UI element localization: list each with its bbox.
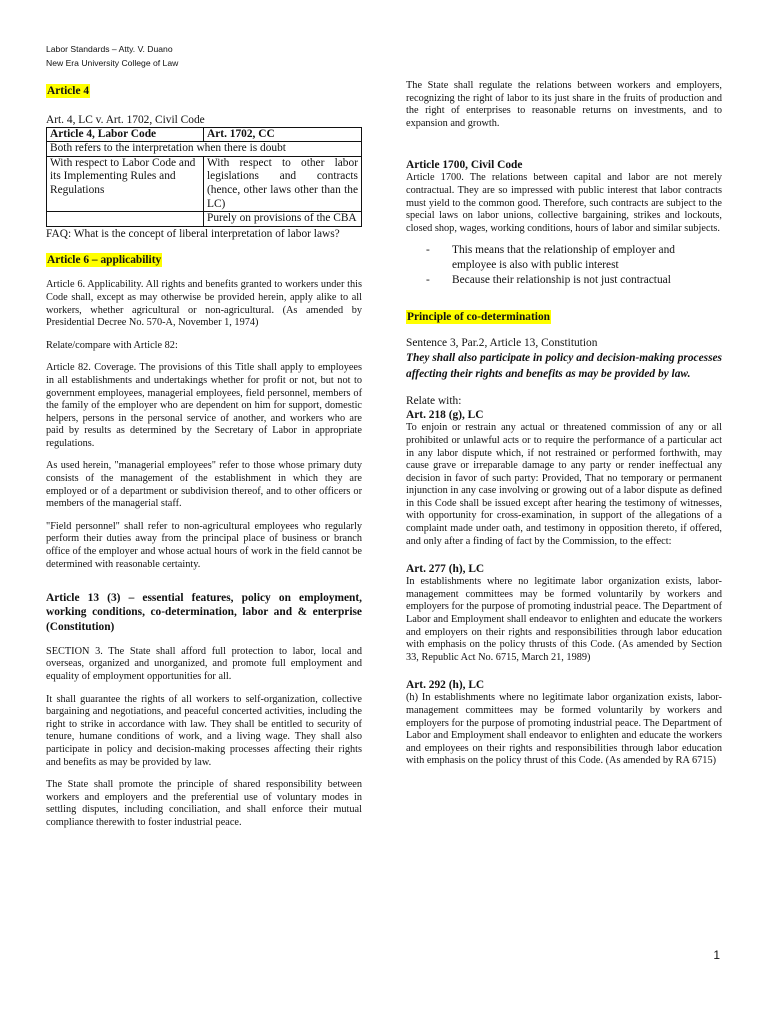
right-column	[406, 80, 722, 768]
faq-text: FAQ: What is the concept of liberal interpretation of labor laws?	[46, 227, 340, 240]
table-header-civil-code: Art. 1702, CC	[204, 127, 362, 142]
compare-line: Art. 4, LC v. Art. 1702, Civil Code	[46, 113, 205, 126]
table-cell: With respect to other labor legislations and contracts (hence, other laws other than the LC)	[204, 156, 362, 211]
article1700-heading: Article 1700, Civil Code	[406, 159, 523, 172]
guarantee-text: It shall guarantee the rights of all workers to self-organization, collective bargaining and negotiations, and peaceful concerted activities, including the right to strike in accordance with law. They shall be entitled to security of tenure, humane conditions of work, and a living wage. They shall also participate in policy and decision-making processes affecting their rights and benefits as may be provided by law.	[46, 693, 362, 768]
art277-heading: Art. 277 (h), LC	[406, 563, 485, 576]
art218-text: To enjoin or restrain any actual or threatened commission of any or all prohibited or unlawful acts or to require the performance of a particular act in any labor dispute which, if not restrained or performed forthwith, may cause grave or irreparable damage to any party or render ineffectual any decision in favor of such party: Provided, That no temporary or permanent injunction in any case involving or growing out of a labor dispute as defined in this Code shall be issued except after hearing the testimony of witnesses, with opportunity for cross-examination, in support of the allegations of a complaint made under oath, and testimony in opposition thereto, if offered, and only after a finding of fact by the Commission, to the effect:	[406, 422, 722, 547]
article6-text: Article 6. Applicability. All rights and benefits granted to workers under this Code shall, except as may otherwise be provided herein, apply alike to all workers, whether agricultural or non-agricultural. (As amended by Presidential Decree No. 570-A, November 1, 1974)	[46, 279, 362, 329]
sentence3-line: Sentence 3, Par.2, Article 13, Constitution	[406, 337, 598, 350]
section3-text: SECTION 3. The State shall afford full protection to labor, local and overseas, organized and unorganized, and promote full employment and equality of employment opportunities for all.	[46, 645, 362, 683]
article1700-text: Article 1700. The relations between capital and labor are not merely contractual. They are so impressed with public interest that labor contracts must yield to the common good. Therefore, such contracts are subject to the special laws on labor unions, collective bargaining, strikes and lockouts, closed shop, wages, working conditions, hours of labor and similar subjects.	[406, 172, 722, 234]
page-number: 1	[713, 948, 720, 962]
list-item-text: This means that the relationship of employer and employee is also with public interest	[452, 244, 676, 272]
art218-heading: Art. 218 (g), LC	[406, 409, 484, 422]
article4-heading: Article 4	[47, 85, 90, 97]
list-item	[406, 273, 722, 288]
dash-bullet: -	[426, 273, 430, 286]
table-header-labor-code: Article 4, Labor Code	[47, 127, 204, 142]
field-personnel-text: "Field personnel" shall refer to non-agricultural employees who regularly perform their duties away from the principal place of business or branch office of the employer and whose actual hours of work in the field cannot be determined with reasonable certainty.	[46, 520, 362, 570]
comparison-table	[46, 127, 362, 227]
art277-text: In establishments where no legitimate labor organization exists, labor-management committees may be formed voluntarily by workers and employers for the purpose of promoting industrial peace. The Department of Labor and Employment shall endeavor to enlighten and educate the workers and employers on their rights and responsibilities through labor education with emphasis on the policy thrusts of this Code. (As amended by Section 33, Republic Act No. 6715, March 21, 1989)	[406, 576, 722, 663]
table-both-row: Both refers to the interpretation when there is doubt	[47, 142, 362, 157]
codetermination-heading: Principle of co-determination	[407, 310, 550, 323]
art292-text: (h) In establishments where no legitimate labor organization exists, labor-management committees may be formed voluntarily by workers and employers for the purpose of promoting industrial peace. The Department of Labor and Employment shall endeavor to enlighten and educate the workers and employees on their rights and responsibilities through labor education with emphasis on the policy thrust of this Code. (As amended by RA 6715)	[406, 692, 722, 767]
article13-heading: Article 13 (3) – essential features, policy on employment, working conditions, co-determination, labor and & enterprise (Constitution)	[46, 592, 362, 633]
art292-heading: Art. 292 (h), LC	[406, 679, 485, 692]
table-cell-empty	[47, 212, 204, 227]
article82-text: Article 82. Coverage. The provisions of this Title shall apply to employees in all establishments and undertakings whether for profit or not, but not to government employees, managerial employees, field personnel, members of the family of the employer who are dependent on him for support, domestic helpers, persons in the personal service of another, and workers who are paid by results as determined by the Secretary of Labor in appropriate regulations.	[46, 362, 362, 449]
document-header	[46, 42, 178, 70]
relate-with-text: Relate with:	[406, 395, 462, 408]
shared-responsibility-text: The State shall promote the principle of shared responsibility between workers and employers and the preferential use of voluntary modes in settling disputes, including conciliation, and shall enforce their mutual compliance therewith to foster industrial peace.	[46, 779, 362, 828]
school-name: New Era University College of Law	[46, 58, 179, 68]
table-cell: With respect to Labor Code and its Implementing Rules and Regulations	[47, 156, 204, 211]
state-regulate-text: The State shall regulate the relations between workers and employers, recognizing the right of labor to its just share in the fruits of production and the right of enterprises to reasonable returns on investments, and to expansion and growth.	[406, 80, 722, 129]
relate-82-text: Relate/compare with Article 82:	[46, 339, 178, 351]
list-item-text: Because their relationship is not just contractual	[452, 273, 671, 286]
managerial-employees-text: As used herein, "managerial employees" refer to those whose primary duty consists of the management of the establishment in which they are employed or of a department or subdivision thereof, and to other officers or members of the managerial staff.	[46, 460, 362, 510]
course-title: Labor Standards – Atty. V. Duano	[46, 44, 173, 54]
sentence3-quote: They shall also participate in policy and decision-making processes affecting their rights and benefits as may be provided by law.	[406, 352, 722, 381]
article6-heading: Article 6 – applicability	[47, 253, 162, 266]
dash-bullet: -	[426, 244, 430, 257]
left-column	[46, 80, 362, 830]
list-item	[406, 243, 722, 273]
table-cell: Purely on provisions of the CBA	[204, 212, 362, 227]
